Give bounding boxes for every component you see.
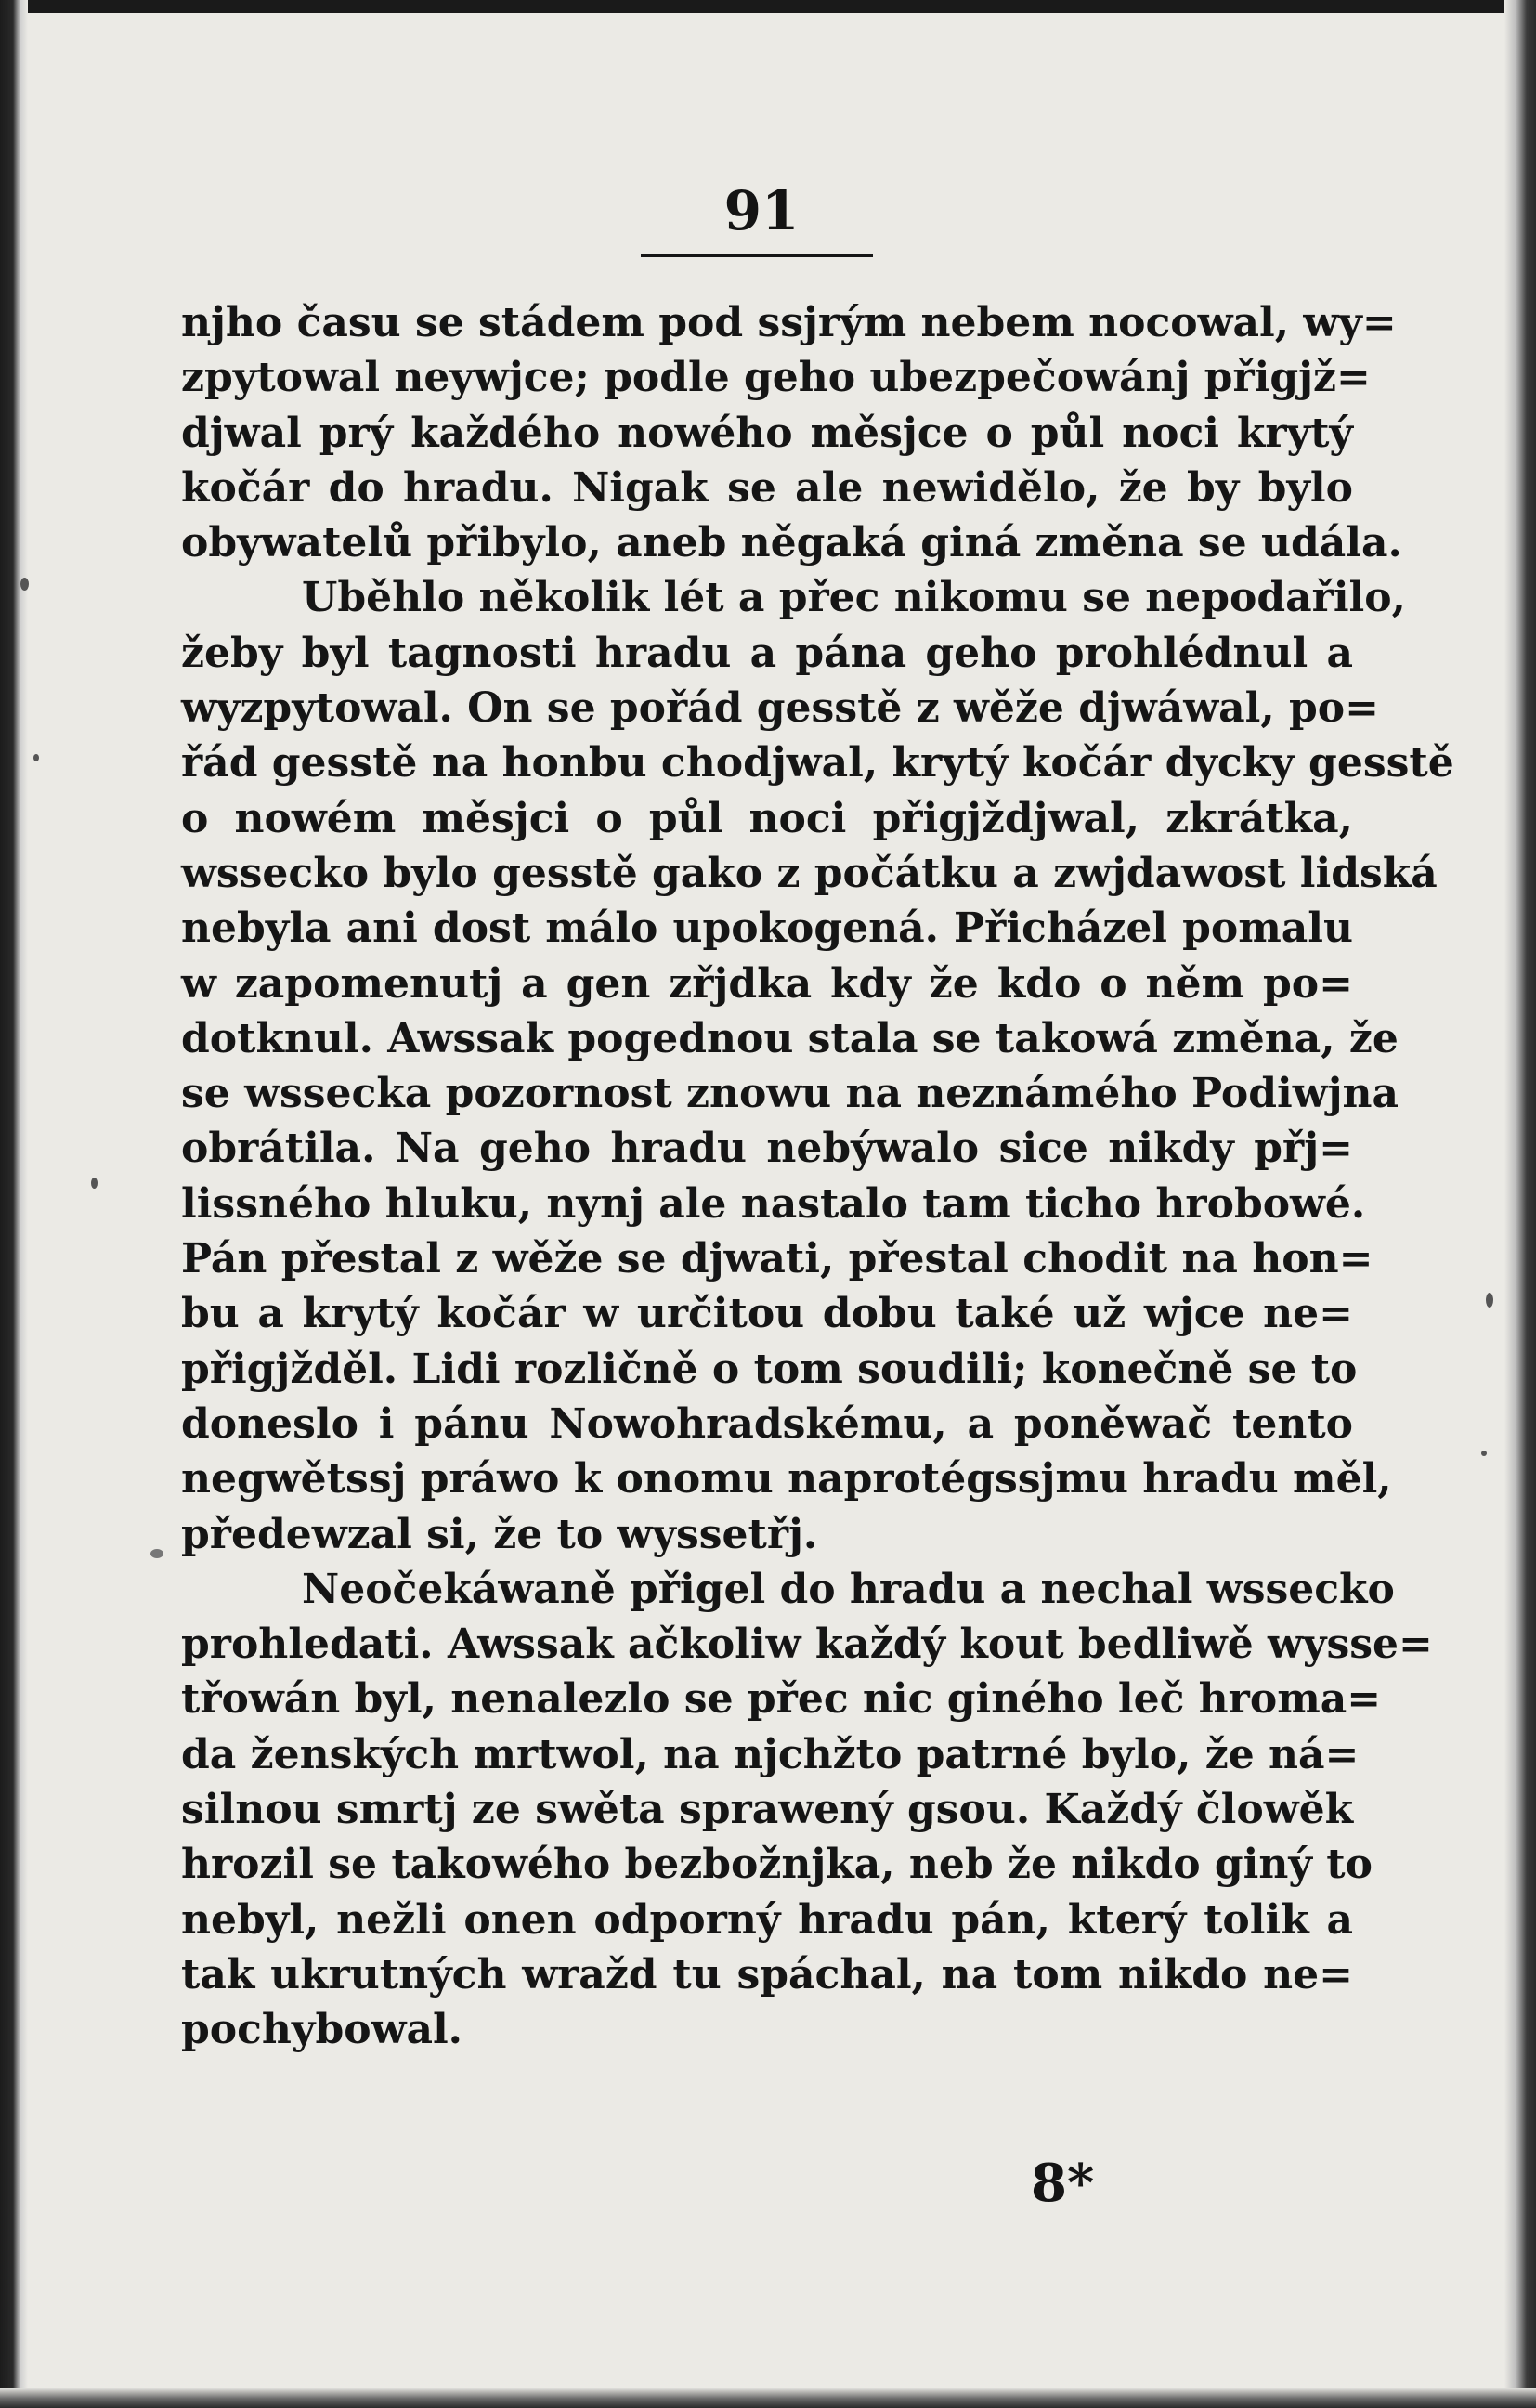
- scan-speck: [91, 1178, 98, 1189]
- text-line: žeby byl tagnosti hradu a pána geho prohlédnul a: [181, 629, 1353, 677]
- text-line: wyzpytowal. On se pořád gesstě z wěže djwáwal, po=: [181, 684, 1379, 733]
- text-line: hrozil se takowého bezbožnjka, neb že nikdo giný to: [181, 1841, 1373, 1889]
- text-line: předewzal si, že to wyssetřj.: [181, 1510, 818, 1558]
- text-line: silnou smrtj ze swěta sprawený gsou. Každý člowěk: [181, 1786, 1354, 1834]
- text-line: nebyla ani dost málo upokogená. Přicházel pomalu: [181, 905, 1353, 953]
- text-line: tak ukrutných wražd tu spáchal, na tom nikdo ne=: [181, 1950, 1353, 1998]
- printer-signature-mark: 8*: [1031, 2153, 1095, 2214]
- text-line: pochybowal.: [181, 2006, 462, 2054]
- scan-speck: [33, 754, 39, 761]
- text-line: negwětssj práwo k onomu naprotégssjmu hradu měl,: [181, 1455, 1392, 1503]
- text-line: obrátila. Na geho hradu nebýwalo sice nikdy přj=: [181, 1125, 1353, 1173]
- scan-left-border: [0, 0, 28, 2408]
- body-text: [181, 295, 1454, 2058]
- page-number: 91: [723, 179, 800, 242]
- header-rule: [641, 254, 873, 257]
- scan-right-border: [1504, 0, 1536, 2408]
- scan-bottom-border: [0, 2388, 1536, 2408]
- text-line: obywatelů přibylo, aneb něgaká giná změna se udála.: [181, 519, 1402, 567]
- text-line: prohledati. Awssak ačkoliw každý kout bedliwě wysse=: [181, 1621, 1433, 1669]
- text-line: bu a krytý kočár w určitou dobu také už wjce ne=: [181, 1290, 1353, 1338]
- text-line: přigjžděl. Lidi rozličně o tom soudili; konečně se to: [181, 1345, 1358, 1393]
- text-line: o nowém měsjci o půl noci přigjždjwal, zkrátka,: [181, 794, 1353, 842]
- scan-speck: [150, 1549, 163, 1558]
- text-line: w zapomenutj a gen zřjdka kdy že kdo o něm po=: [181, 959, 1353, 1008]
- scan-top-border: [0, 0, 1536, 13]
- text-line: Neočekáwaně přigel do hradu a nechal wssecko: [302, 1565, 1395, 1613]
- text-line: njho času se stádem pod ssjrým nebem nocowal, wy=: [181, 299, 1397, 346]
- text-line: wssecko bylo gesstě gako z počátku a zwjdawost lidská: [181, 849, 1438, 897]
- text-line: Pán přestal z wěže se djwati, přestal chodit na hon=: [181, 1235, 1373, 1283]
- scan-speck: [1486, 1293, 1493, 1308]
- text-line: dotknul. Awssak pogednou stala se takowá změna, že: [181, 1014, 1399, 1062]
- text-line: doneslo i pánu Nowohradskému, a poněwač tento: [181, 1399, 1353, 1448]
- text-line: řád gesstě na honbu chodjwal, krytý kočár dycky gesstě: [181, 739, 1454, 787]
- text-line: djwal prý každého nowého měsjce o půl noci krytý: [181, 409, 1353, 457]
- scan-speck: [20, 578, 29, 591]
- text-line: kočár do hradu. Nigak se ale newidělo, že by bylo: [181, 463, 1353, 512]
- text-line: lissného hluku, nynj ale nastalo tam ticho hrobowé.: [181, 1179, 1366, 1228]
- text-line: se wssecka pozornost znowu na neznámého Podiwjna: [181, 1070, 1399, 1118]
- text-line: nebyl, nežli onen odporný hradu pán, který tolik a: [181, 1895, 1353, 1944]
- text-line: Uběhlo několik lét a přec nikomu se nepodařilo,: [302, 574, 1406, 622]
- text-line: třowán byl, nenalezlo se přec nic giného leč hroma=: [181, 1675, 1382, 1724]
- text-line: zpytowal neywjce; podle geho ubezpečowánj přigjž=: [181, 354, 1371, 402]
- text-line: da ženských mrtwol, na njchžto patrné bylo, že ná=: [181, 1730, 1360, 1778]
- scan-speck: [1481, 1451, 1487, 1456]
